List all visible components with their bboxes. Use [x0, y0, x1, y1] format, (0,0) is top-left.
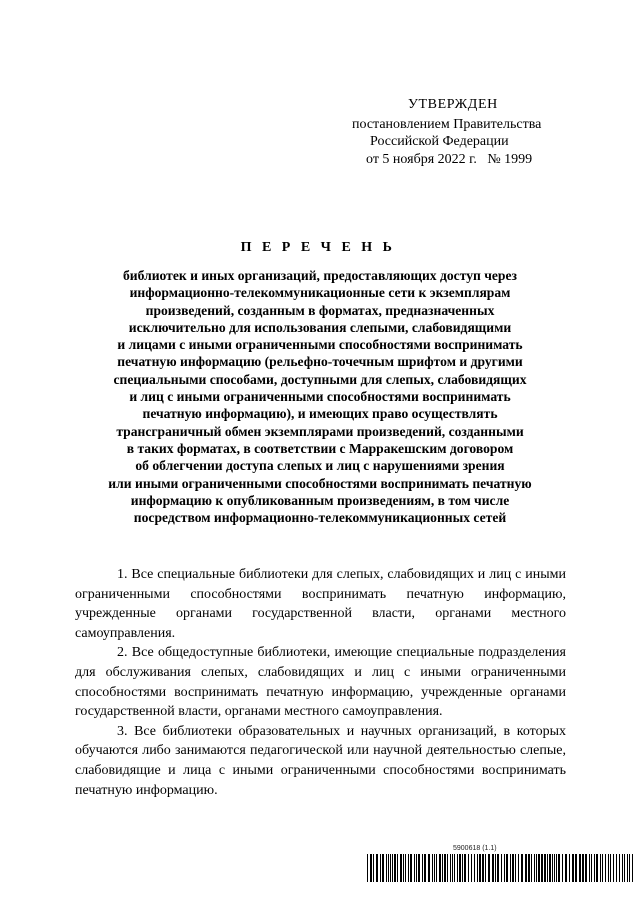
- barcode-bar: [442, 854, 443, 882]
- heading-line: исключительно для использования слепыми, слабовидящими: [128, 319, 512, 335]
- barcode-bar: [397, 854, 398, 882]
- barcode-bar: [459, 854, 461, 882]
- barcode-bar: [422, 854, 423, 882]
- heading-line: и лиц с иными ограниченными способностями воспринимать: [129, 389, 511, 405]
- barcode-bar: [464, 854, 466, 882]
- barcode-bar: [450, 854, 451, 882]
- heading-line: произведений, созданным в форматах, предназначенных: [145, 302, 495, 318]
- barcode-bar: [585, 854, 587, 882]
- barcode-bar: [482, 854, 484, 882]
- barcode-bar: [400, 854, 402, 882]
- barcode-bar: [531, 854, 532, 882]
- barcode-bar: [380, 854, 381, 882]
- barcode-bar: [610, 854, 611, 882]
- barcode-bar: [504, 854, 505, 882]
- barcode-bar: [521, 854, 523, 882]
- heading-line: библиотек и иных организаций, предоставляющих доступ через: [123, 268, 517, 283]
- barcode-bar: [534, 854, 535, 882]
- barcode-bar: [370, 854, 372, 882]
- heading-line: об облегчении доступа слепых и лиц с нарушениями зрения: [135, 458, 505, 474]
- barcode-bar: [632, 854, 633, 882]
- paragraph-1: 1. Все специальные библиотеки для слепых, слабовидящих и лиц с иными ограниченными способностями воспринимать печатную информацию, учрежденные органами государственной власти, органами местного самоуправления.: [75, 567, 566, 641]
- barcode-bar: [492, 854, 494, 882]
- barcode-bar: [485, 854, 486, 882]
- barcode-label: 5900618 (1.1): [453, 845, 497, 852]
- barcode-bar: [600, 854, 601, 882]
- barcode-bar: [408, 854, 409, 882]
- heading-line: в таких форматах, в соответствии с Марракешским договором: [126, 440, 514, 456]
- document-title: П Е Р Е Ч Е Н Ь: [240, 240, 396, 255]
- barcode-bar: [619, 854, 620, 882]
- barcode-bar: [572, 854, 574, 882]
- barcode-bar: [624, 854, 625, 882]
- heading-line: информационно-телекоммуникационные сети к экземплярам: [129, 285, 511, 301]
- barcode-bar: [468, 854, 469, 882]
- barcode-bar: [495, 854, 496, 882]
- barcode-bar: [434, 854, 435, 882]
- approval-line-2: Российской Федерации: [370, 134, 509, 149]
- barcode-bar: [367, 854, 368, 882]
- barcode-bar: [497, 854, 499, 882]
- barcode-bar: [515, 854, 516, 882]
- barcode-bar: [373, 854, 374, 882]
- barcode-bar: [501, 854, 502, 882]
- barcode-bar: [488, 854, 490, 882]
- barcode-bar: [528, 854, 530, 882]
- barcode-bar: [477, 854, 478, 882]
- barcode-bar: [602, 854, 603, 882]
- heading-line: печатную информацию), и имеющих право осуществлять: [142, 406, 498, 422]
- barcode-bar: [544, 854, 546, 882]
- barcode-bar: [552, 854, 553, 882]
- barcode-bar: [512, 854, 514, 882]
- barcode-bar: [457, 854, 458, 882]
- barcode-bar: [382, 854, 384, 882]
- barcode-bar: [547, 854, 548, 882]
- barcode-bar: [558, 854, 560, 882]
- heading-line: информацию к опубликованным произведениям, в том числе: [130, 492, 510, 508]
- approval-title: УТВЕРЖДЕН: [408, 97, 498, 112]
- barcode-bar: [506, 854, 508, 882]
- barcode-bar: [388, 854, 389, 882]
- barcode-bar: [525, 854, 527, 882]
- approval-block: [330, 96, 580, 168]
- heading-line: трансграничный обмен экземплярами произведений, созданными: [116, 423, 524, 439]
- barcode-icon: [367, 854, 635, 882]
- barcode-bar: [616, 854, 617, 882]
- barcode-bar: [471, 854, 472, 882]
- barcode-bar: [452, 854, 453, 882]
- barcode-bar: [596, 854, 598, 882]
- barcode-bar: [541, 854, 543, 882]
- barcode-bar: [424, 854, 426, 882]
- barcode-bar: [582, 854, 584, 882]
- paragraph-2: 2. Все общедоступные библиотеки, имеющие специальные подразделения для обслуживания слепых, слабовидящих и лиц с иными ограниченными способностями воспринимать печатную информацию, учрежденные органами государственной власти, органами местного самоуправления.: [75, 645, 566, 720]
- barcode-bar: [589, 854, 590, 882]
- barcode-bar: [536, 854, 537, 882]
- barcode-bar: [554, 854, 555, 882]
- barcode-bar: [627, 854, 628, 882]
- barcode-bar: [428, 854, 430, 882]
- barcode-bar: [518, 854, 519, 882]
- approval-line-1: постановлением Правительства: [352, 116, 542, 132]
- document-body: [75, 565, 566, 800]
- barcode-bar: [432, 854, 433, 882]
- barcode-bar: [613, 854, 614, 882]
- barcode-bar: [479, 854, 481, 882]
- barcode-bar: [605, 854, 606, 882]
- barcode-bar: [569, 854, 570, 882]
- heading-line: или иными ограниченными способностями воспринимать печатную: [108, 475, 532, 491]
- barcode-bar: [410, 854, 412, 882]
- barcode-bar: [556, 854, 557, 882]
- barcode-bar: [405, 854, 406, 882]
- barcode-bar: [462, 854, 463, 882]
- barcode-bar: [454, 854, 455, 882]
- barcode-bar: [549, 854, 551, 882]
- barcode-bar: [622, 854, 623, 882]
- barcode-bar: [579, 854, 581, 882]
- heading-line: посредством информационно-телекоммуникационных сетей: [133, 510, 507, 526]
- barcode-bar: [436, 854, 437, 882]
- barcode-bar: [538, 854, 540, 882]
- barcode-bar: [608, 854, 609, 882]
- barcode-bar: [418, 854, 420, 882]
- barcode-bar: [562, 854, 563, 882]
- barcode-bar: [390, 854, 391, 882]
- barcode-bar: [386, 854, 387, 882]
- barcode-bar: [510, 854, 511, 882]
- barcode-bar: [591, 854, 592, 882]
- barcode-bar: [575, 854, 577, 882]
- paragraph-3: 3. Все библиотеки образовательных и научных организаций, в которых обучаются либо занимаются педагогической или научной деятельностью слепые, слабовидящие и лица с иными ограниченными способностями воспринимать печатную информацию.: [75, 723, 566, 798]
- heading-line: специальными способами, доступными для слепых, слабовидящих: [113, 371, 527, 387]
- barcode-bar: [439, 854, 441, 882]
- barcode-bar: [447, 854, 448, 882]
- approval-line-3: от 5 ноября 2022 г. № 1999: [366, 151, 533, 167]
- barcode-bar: [414, 854, 415, 882]
- barcode-bar: [594, 854, 595, 882]
- barcode-bar: [403, 854, 404, 882]
- document-heading: [60, 267, 580, 526]
- barcode-bar: [376, 854, 378, 882]
- barcode-bar: [474, 854, 475, 882]
- barcode-bar: [394, 854, 396, 882]
- barcode-bar: [392, 854, 393, 882]
- heading-line: и лицами с иными ограниченными способностями воспринимать: [117, 337, 523, 353]
- barcode-bar: [416, 854, 417, 882]
- barcode-bar: [629, 854, 630, 882]
- heading-line: печатную информацию (рельефно-точечным шрифтом и другими: [117, 354, 523, 370]
- barcode-bar: [565, 854, 567, 882]
- barcode-bar: [444, 854, 446, 882]
